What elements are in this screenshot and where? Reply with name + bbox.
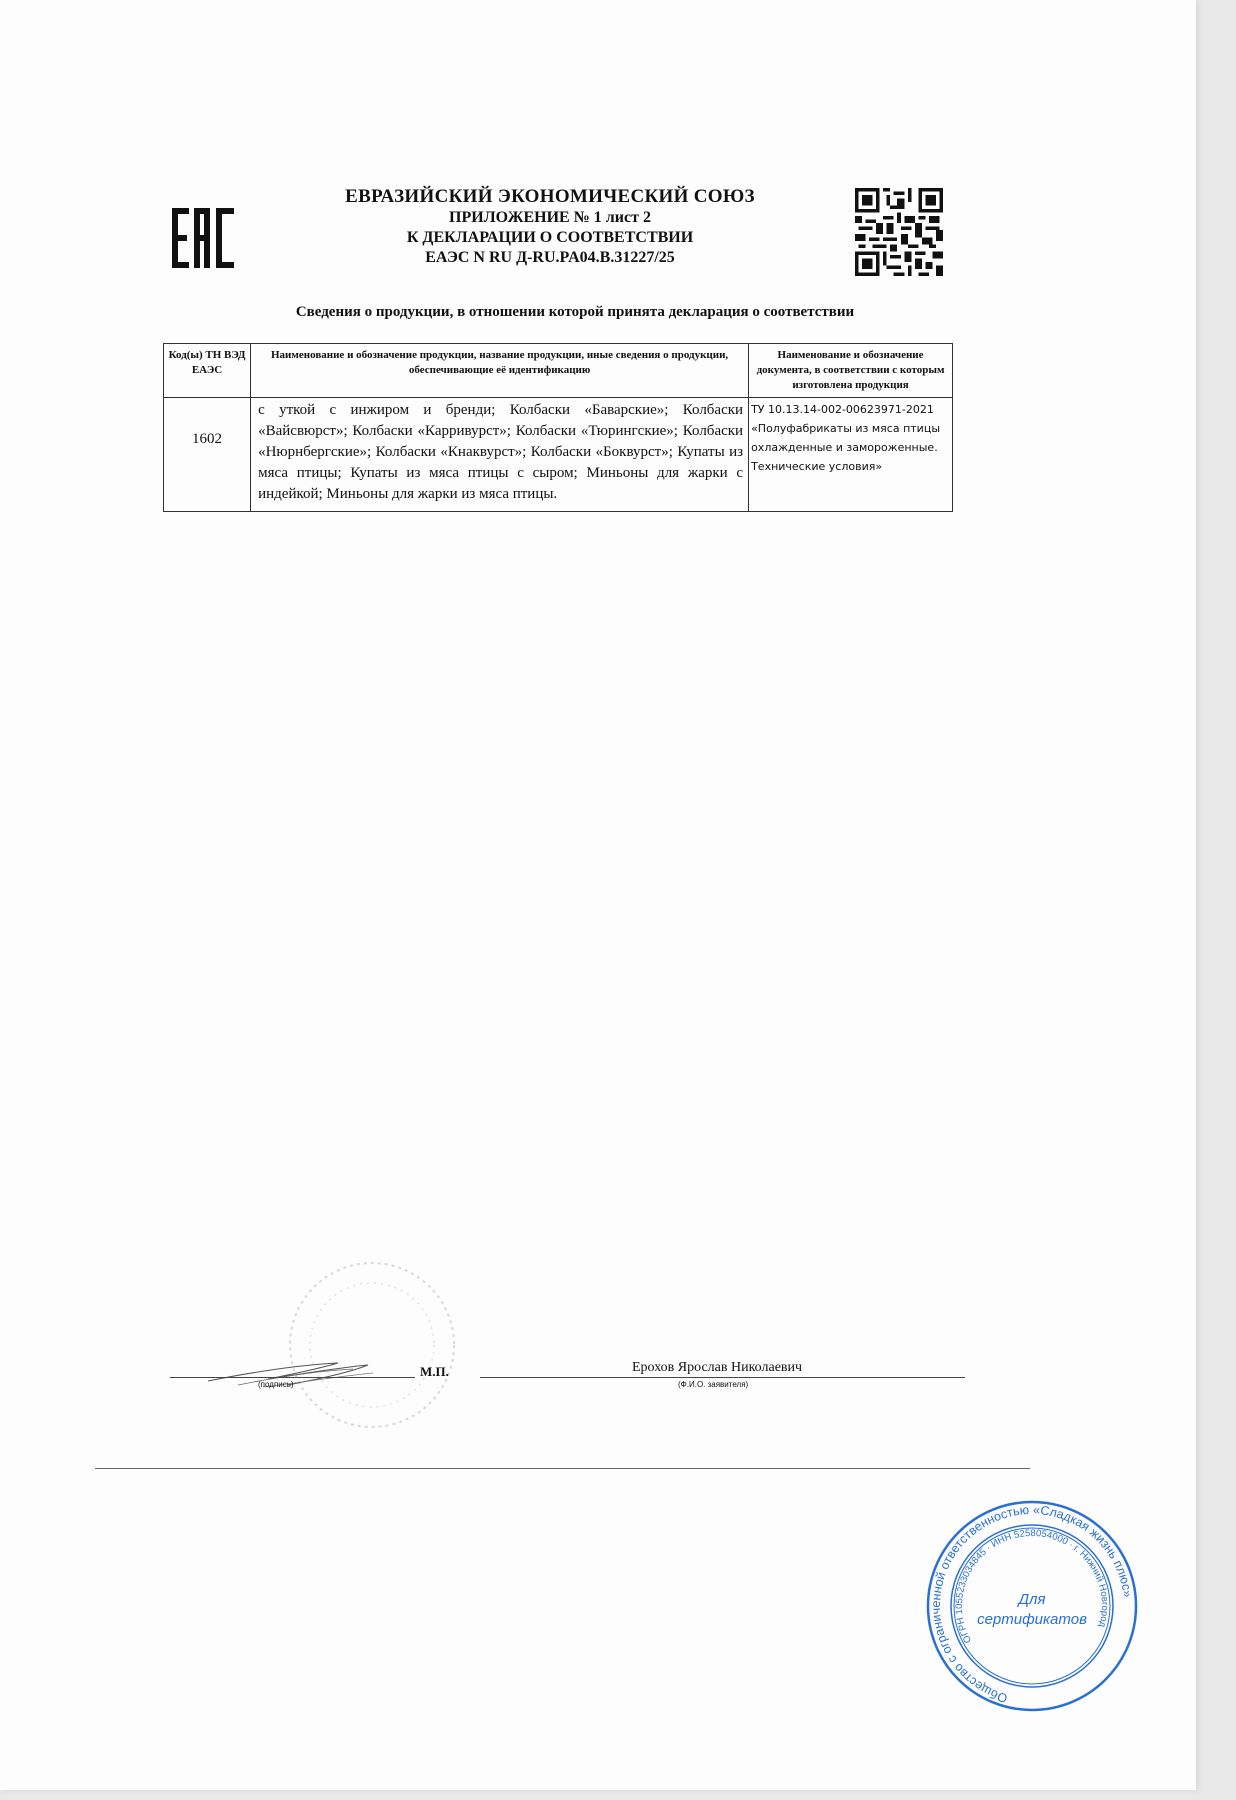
header-document: Наименование и обозначение документа, в соответствии с которым изготовлена продукция bbox=[749, 344, 953, 398]
applicant-full-name: Ерохов Ярослав Николаевич bbox=[632, 1360, 803, 1375]
header-product-name: Наименование и обозначение продукции, название продукции, иные сведения о продукции, обеспечивающие её идентификацию bbox=[251, 344, 749, 398]
stamp-center-line2: сертификатов bbox=[977, 1611, 1087, 1628]
company-stamp bbox=[922, 1496, 1142, 1716]
header-code: Код(ы) ТН ВЭД ЕАЭС bbox=[164, 344, 251, 398]
footer-divider bbox=[95, 1468, 1030, 1469]
stamp-center-line1: Для bbox=[1018, 1591, 1046, 1608]
section-subtitle: Сведения о продукции, в отношении которой принята декларация о соответствии bbox=[295, 304, 855, 320]
appendix-title: ПРИЛОЖЕНИЕ № 1 лист 2 bbox=[449, 209, 651, 226]
svg-text:ОГРН 1055233034845 · ИНН 52580: ОГРН 1055233034845 · ИНН 5258054000 · г. Нижний Новгород bbox=[953, 1527, 1111, 1645]
union-title: ЕВРАЗИЙСКИЙ ЭКОНОМИЧЕСКИЙ СОЮЗ bbox=[345, 186, 755, 207]
cell-product-names: с уткой с инжиром и бренди; Колбаски «Баварские»; Колбаски «Вайсвюрст»; Колбаски «Карривурст»; Колбаски «Тюрингские»; Колбаски «Нюрнбергские»; Колбаски «Кнаквурст»; Колбаски «Боквурст»; Купаты из мяса птицы; Купаты из мяса птицы с сыром; Миньоны для жарки с индейкой; Миньоны для жарки из мяса птицы. bbox=[251, 398, 749, 512]
table-header-row bbox=[164, 344, 953, 398]
signature-line bbox=[170, 1377, 415, 1378]
declaration-title: К ДЕКЛАРАЦИИ О СООТВЕТСТВИИ bbox=[406, 229, 694, 246]
seal-place-label: М.П. bbox=[420, 1364, 449, 1379]
signature-caption: (подпись) bbox=[258, 1380, 294, 1389]
eac-logo-icon bbox=[172, 208, 234, 268]
cell-code: 1602 bbox=[164, 398, 251, 512]
faint-stamp-imprint bbox=[282, 1255, 462, 1435]
qr-code-icon bbox=[855, 188, 943, 276]
products-table bbox=[163, 343, 953, 512]
declaration-number: ЕАЭС N RU Д-RU.PA04.B.31227/25 bbox=[425, 249, 675, 266]
document-header bbox=[300, 186, 800, 268]
svg-text:Общество с ограниченной ответс: Общество с ограниченной ответственностью «Сладкая жизнь плюс» bbox=[928, 1502, 1135, 1706]
table-row bbox=[164, 398, 953, 512]
cell-document: ТУ 10.13.14-002-00623971-2021 «Полуфабрикаты из мяса птицы охлажденные и замороженные. Технические условия» bbox=[749, 398, 953, 512]
name-line bbox=[480, 1377, 965, 1378]
name-caption: (Ф.И.О. заявителя) bbox=[678, 1380, 749, 1389]
